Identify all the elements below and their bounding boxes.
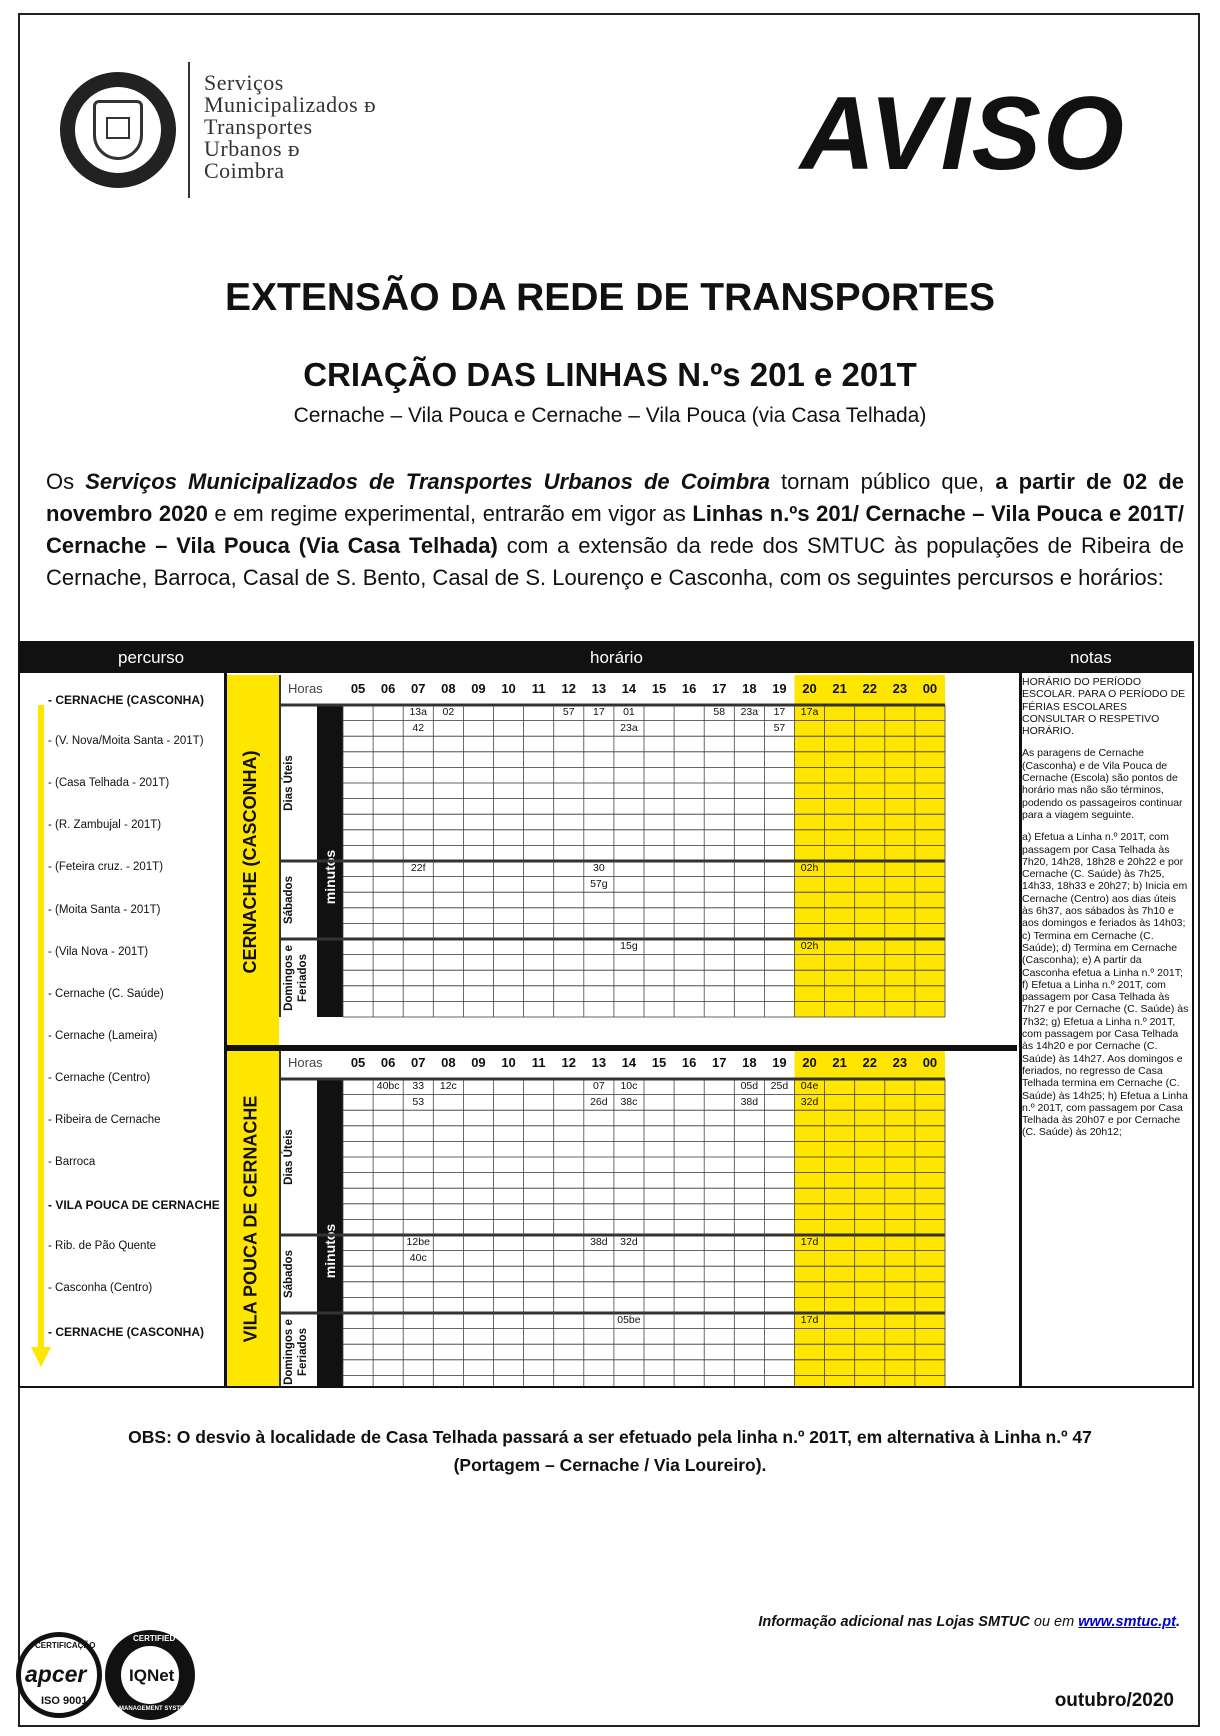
departure-minutes: 40c: [409, 1251, 427, 1264]
crest-icon: [93, 100, 143, 160]
departure-minutes: 12c: [439, 1080, 457, 1092]
hour-label: 16: [681, 1055, 697, 1070]
intro-org: Serviços Municipalizados de Transportes Urbanos de Coimbra: [85, 469, 770, 494]
stop-item: - (Moita Santa - 201T): [48, 903, 161, 916]
intro-text: tornam público que,: [769, 469, 996, 494]
hour-label: 05: [350, 681, 366, 696]
departure-minutes: 05d: [740, 1080, 759, 1092]
sub-title: CRIAÇÃO DAS LINHAS N.ºs 201 e 201T: [303, 356, 917, 393]
hour-label: 14: [621, 1055, 637, 1070]
org-line: Coimbra: [204, 158, 285, 183]
departure-minutes: 32d: [620, 1236, 638, 1248]
horario-header: horário: [590, 648, 643, 667]
hour-label: 15: [651, 1055, 667, 1070]
stop-item: - (R. Zambujal - 201T): [48, 819, 162, 832]
smtuc-logo: [60, 72, 176, 188]
departure-minutes: 02h: [800, 862, 819, 874]
hour-label: 18: [742, 681, 757, 696]
footer-info-end: .: [1175, 1614, 1180, 1630]
note-item: HORÁRIO DO PERÍODO ESCOLAR. PARA O PERÍODO DE FÉRIAS ESCOLARES CONSULTAR O RESPETIVO HORÁRIO.: [1022, 676, 1186, 738]
hour-label: 20: [802, 681, 817, 696]
intro-text: com a extensão da rede dos SMTUC às populações de Ribeira de Cernache, Barroca, Casal de S. Bento, Casal de S. Lourenço e Casconha, com os seguintes percursos e horários:: [46, 533, 1184, 590]
hour-label: 17: [712, 681, 727, 696]
hour-label: 05: [350, 1055, 366, 1070]
apcer-logo: [16, 1632, 102, 1718]
departure-minutes: 25d: [770, 1080, 789, 1092]
cert1-ring-text: CERTIFICAÇÃO: [35, 1641, 96, 1650]
departure-minutes: 38d: [740, 1095, 759, 1108]
hour-label: 23: [892, 681, 908, 696]
hour-label: 10: [501, 681, 516, 696]
departure-minutes: 22f: [410, 862, 426, 874]
departure-minutes: 17d: [800, 1236, 819, 1248]
departure-minutes: 33: [412, 1080, 425, 1092]
stop-item: - (Casa Telhada - 201T): [48, 777, 170, 790]
block-name: VILA POUCA DE CERNACHE: [240, 1095, 260, 1342]
departure-minutes: 17: [773, 706, 786, 718]
departure-minutes: 01: [623, 706, 635, 718]
percurso-header: percurso: [118, 648, 185, 667]
block-divider: [227, 1045, 1017, 1051]
stop-item: - Cernache (Lameira): [48, 1029, 158, 1042]
stop-item: - Cernache (Centro): [48, 1071, 151, 1084]
day-type-label: Domingos e Feriados: [283, 1319, 309, 1385]
cert2-ring-text2: MANAGEMENT SYSTEM: [119, 1706, 190, 1712]
day-type-label: Dias Úteis: [283, 1129, 295, 1185]
departure-minutes: 07: [593, 1080, 605, 1092]
stop-item: - Casconha (Centro): [48, 1282, 153, 1295]
footer-info: [758, 1614, 1180, 1630]
hour-label: 06: [380, 681, 396, 696]
hour-label: 08: [441, 1055, 456, 1070]
horas-label: Horas: [288, 681, 323, 696]
note-item: As paragens de Cernache (Casconha) e de Vila Pouca de Cernache (Escola) são pontos de horário mas não são términos, podendo os passageiros continuar para a viagem seguinte.: [1022, 747, 1183, 821]
hour-label: 22: [862, 681, 877, 696]
obs-note: [0, 1423, 1220, 1479]
departure-minutes: 32d: [800, 1095, 819, 1108]
intro-date: a partir de 02 de novembro 2020: [46, 469, 1184, 526]
org-line: Urbanos ᴆ: [204, 136, 301, 161]
hour-label: 10: [501, 1055, 516, 1070]
departure-minutes: 42: [412, 721, 425, 734]
org-line: Serviços: [204, 70, 284, 95]
schedule-header-bar: [20, 643, 1194, 673]
obs-line: (Portagem – Cernache / Via Loureiro).: [453, 1455, 767, 1475]
hour-label: 12: [561, 681, 576, 696]
org-line: Municipalizados ᴆ: [204, 92, 377, 117]
main-title: EXTENSÃO DA REDE DE TRANSPORTES: [225, 276, 995, 319]
stop-item: - Cernache (C. Saúde): [48, 987, 164, 1000]
departure-minutes: 17: [593, 706, 605, 718]
hour-label: 15: [651, 681, 667, 696]
footer-date: outubro/2020: [1054, 1690, 1174, 1711]
stop-item: - Barroca: [48, 1156, 96, 1169]
hour-label: 13: [591, 681, 607, 696]
stop-item: - VILA POUCA DE CERNACHE: [48, 1198, 220, 1213]
hour-label: 00: [922, 1055, 938, 1070]
intro-paragraph: [46, 466, 1184, 594]
departure-minutes: 10c: [620, 1080, 638, 1092]
header-separator: [188, 62, 190, 198]
hour-label: 19: [772, 1055, 787, 1070]
route-title: Cernache – Vila Pouca e Cernache – Vila Pouca (via Casa Telhada): [293, 404, 927, 427]
stop-item: - (Vila Nova - 201T): [48, 945, 149, 958]
hour-label: 13: [591, 1055, 607, 1070]
intro-text: Os: [46, 469, 86, 494]
departure-minutes: 17a: [800, 706, 819, 718]
departure-minutes: 57: [773, 721, 786, 734]
org-line: Transportes: [204, 114, 313, 139]
day-type-label: Sábados: [283, 1250, 295, 1298]
hour-label: 21: [832, 681, 847, 696]
hour-label: 21: [832, 1055, 847, 1070]
hour-label: 11: [531, 681, 546, 696]
departure-minutes: 17d: [800, 1314, 819, 1326]
cert2-ring-text: CERTIFIED: [133, 1634, 176, 1643]
schedule-table: [18, 641, 1194, 1388]
departure-minutes: 57: [562, 706, 575, 718]
hour-label: 12: [561, 1055, 576, 1070]
departure-minutes: 23a: [740, 706, 759, 718]
day-type-label: Dias Úteis: [283, 755, 295, 811]
minutos-label: minutos: [322, 1223, 338, 1279]
hour-label: 07: [411, 681, 426, 696]
departure-minutes: 12be: [406, 1236, 430, 1248]
org-name: [204, 72, 376, 182]
stop-item: - (Feteira cruz. - 201T): [48, 861, 164, 874]
column-divider: [224, 673, 227, 1386]
departure-minutes: 58: [713, 706, 726, 718]
departure-minutes: 02h: [800, 940, 819, 952]
departure-minutes: 26d: [590, 1095, 608, 1108]
footer-info-text: Informação adicional nas Lojas SMTUC: [758, 1614, 1030, 1630]
hour-label: 19: [772, 681, 787, 696]
aviso-title: AVISO: [800, 76, 1126, 192]
departure-minutes: 30: [593, 862, 605, 874]
departure-minutes: 02: [442, 706, 455, 718]
hour-label: 23: [892, 1055, 908, 1070]
stop-item: - (V. Nova/Moita Santa - 201T): [48, 735, 204, 748]
departure-minutes: 05be: [617, 1314, 641, 1326]
hour-label: 20: [802, 1055, 817, 1070]
footer-info-or: ou em: [1029, 1614, 1079, 1630]
hour-label: 07: [411, 1055, 426, 1070]
stop-item: - CERNACHE (CASCONHA): [48, 693, 204, 707]
hour-label: 06: [380, 1055, 396, 1070]
hour-label: 18: [742, 1055, 757, 1070]
hour-label: 16: [681, 681, 697, 696]
hour-label: 17: [712, 1055, 727, 1070]
departure-minutes: 15g: [620, 940, 638, 952]
smtuc-link[interactable]: www.smtuc.pt: [1078, 1614, 1176, 1630]
block-name: CERNACHE (CASCONHA): [240, 750, 260, 974]
minutos-label: minutos: [322, 849, 338, 905]
hour-label: 09: [471, 681, 486, 696]
cert1-sub: ISO 9001: [41, 1695, 88, 1707]
notas-header: notas: [1070, 648, 1112, 667]
hour-label: 14: [621, 681, 637, 696]
departure-minutes: 57g: [590, 877, 608, 890]
hour-label: 11: [531, 1055, 546, 1070]
cert2-text: IQNet: [129, 1666, 175, 1685]
departure-minutes: 38d: [590, 1236, 608, 1248]
note-item: a) Efetua a Linha n.º 201T, com passagem por Casa Telhada às 7h20, 14h28, 18h28 e 20h22 e por Cernache (C. Saúde) às 7h25, 14h33, 18h33 e 20h27; b) Inicia em Cernache (Centro) aos dias úteis às 6h37, aos sábados às 7h10 e aos domingos e feriados às 14h03; c) Termina em Cernache (C. Saúde); d) Termina em Cernache (Casconha); e) A partir da Casconha efetua a Linha n.º 201T; f) Efetua a Linha n.º 201T, com passagem por Casa Telhada às 7h27 e por Cernache (C. Saúde) às 7h32; g) Efetua a Linha n.º 201T, com passagem por Casa Telhada às 14h20 e por Cernache (C. Saúde) às 14h27. Aos domingos e feriados, no regresso de Casa Telhada termina em Cernache (C. Saúde) às 14h25; h) Efetua a Linha n.º 201T, com passagem por Casa Telhada às 20h07 e por Cernache (C. Saúde) às 20h12;: [1022, 831, 1189, 1139]
departure-minutes: 38c: [620, 1095, 638, 1108]
hour-grid: [20, 675, 1194, 1019]
departure-minutes: 53: [412, 1095, 425, 1108]
departure-minutes: 40bc: [376, 1080, 400, 1092]
horas-label: Horas: [288, 1055, 323, 1070]
departure-minutes: 13a: [409, 706, 427, 718]
obs-line: OBS: O desvio à localidade de Casa Telhada passará a ser efetuado pela linha n.º 201T, em alternativa à Linha n.º 47: [128, 1427, 1092, 1447]
intro-text: e em regime experimental, entrarão em vigor as: [207, 501, 693, 526]
departure-minutes: 04e: [800, 1080, 819, 1092]
day-type-label: Sábados: [283, 876, 295, 924]
hour-label: 00: [922, 681, 938, 696]
stop-item: - Rib. de Pão Quente: [48, 1240, 157, 1253]
intro-lines: Linhas n.ºs 201/ Cernache – Vila Pouca e 201T/ Cernache – Vila Pouca (Via Casa Telhada): [46, 501, 1184, 558]
day-type-label: Domingos e Feriados: [283, 945, 309, 1011]
hour-label: 22: [862, 1055, 877, 1070]
iqnet-logo: [105, 1630, 195, 1720]
stop-item: - Ribeira de Cernache: [48, 1114, 161, 1126]
stop-item: - CERNACHE (CASCONHA): [48, 1324, 204, 1339]
column-divider: [1019, 673, 1022, 1386]
hour-label: 09: [471, 1055, 486, 1070]
departure-minutes: 23a: [620, 721, 638, 734]
cert1-text: apcer: [25, 1661, 87, 1687]
hour-label: 08: [441, 681, 456, 696]
